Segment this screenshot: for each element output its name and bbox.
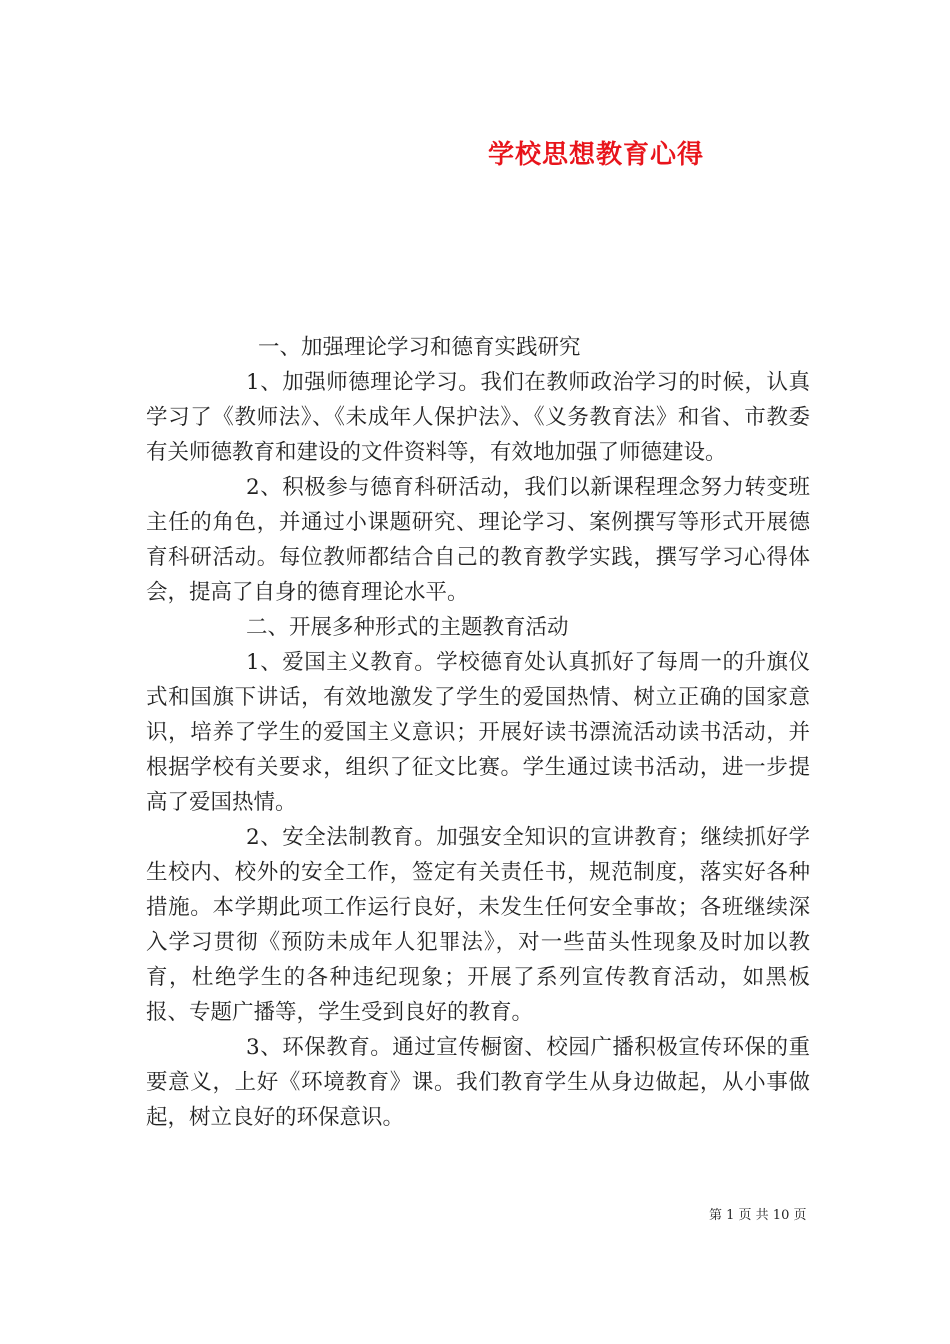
- section-heading-1: 一、加强理论学习和德育实践研究: [258, 335, 581, 360]
- document-body: [146, 330, 810, 1135]
- paragraph-2-3: 3、环保教育。通过宣传橱窗、校园广播积极宣传环保的重要意义，上好《环境教育》课。我们教育学生从身边做起，从小事做起，树立良好的环保意识。: [146, 1035, 810, 1130]
- page-number-footer: 第 1 页 共 10 页: [709, 1208, 807, 1223]
- paragraph-2-1: 1、爱国主义教育。学校德育处认真抓好了每周一的升旗仪式和国旗下讲话，有效地激发了学生的爱国热情、树立正确的国家意识，培养了学生的爱国主义意识；开展好读书漂流活动读书活动，并根据学校有关要求，组织了征文比赛。学生通过读书活动，进一步提高了爱国热情。: [146, 650, 810, 815]
- section-heading-2: 二、开展多种形式的主题教育活动: [246, 615, 569, 640]
- paragraph-1-2: 2、积极参与德育科研活动，我们以新课程理念努力转变班主任的角色，并通过小课题研究、理论学习、案例撰写等形式开展德育科研活动。每位教师都结合自己的教育教学实践，撰写学习心得体会，提高了自身的德育理论水平。: [146, 475, 810, 605]
- paragraph-1-1: 1、加强师德理论学习。我们在教师政治学习的时候，认真学习了《教师法》、《未成年人保护法》、《义务教育法》和省、市教委有关师德教育和建设的文件资料等，有效地加强了师德建设。: [146, 370, 810, 465]
- paragraph-2-2: 2、安全法制教育。加强安全知识的宣讲教育；继续抓好学生校内、校外的安全工作，签定有关责任书，规范制度，落实好各种措施。本学期此项工作运行良好，未发生任何安全事故；各班继续深入学习贯彻《预防未成年人犯罪法》，对一些苗头性现象及时加以教育，杜绝学生的各种违纪现象；开展了系列宣传教育活动，如黑板报、专题广播等，学生受到良好的教育。: [146, 825, 810, 1025]
- document-title: 学校思想教育心得: [488, 140, 705, 170]
